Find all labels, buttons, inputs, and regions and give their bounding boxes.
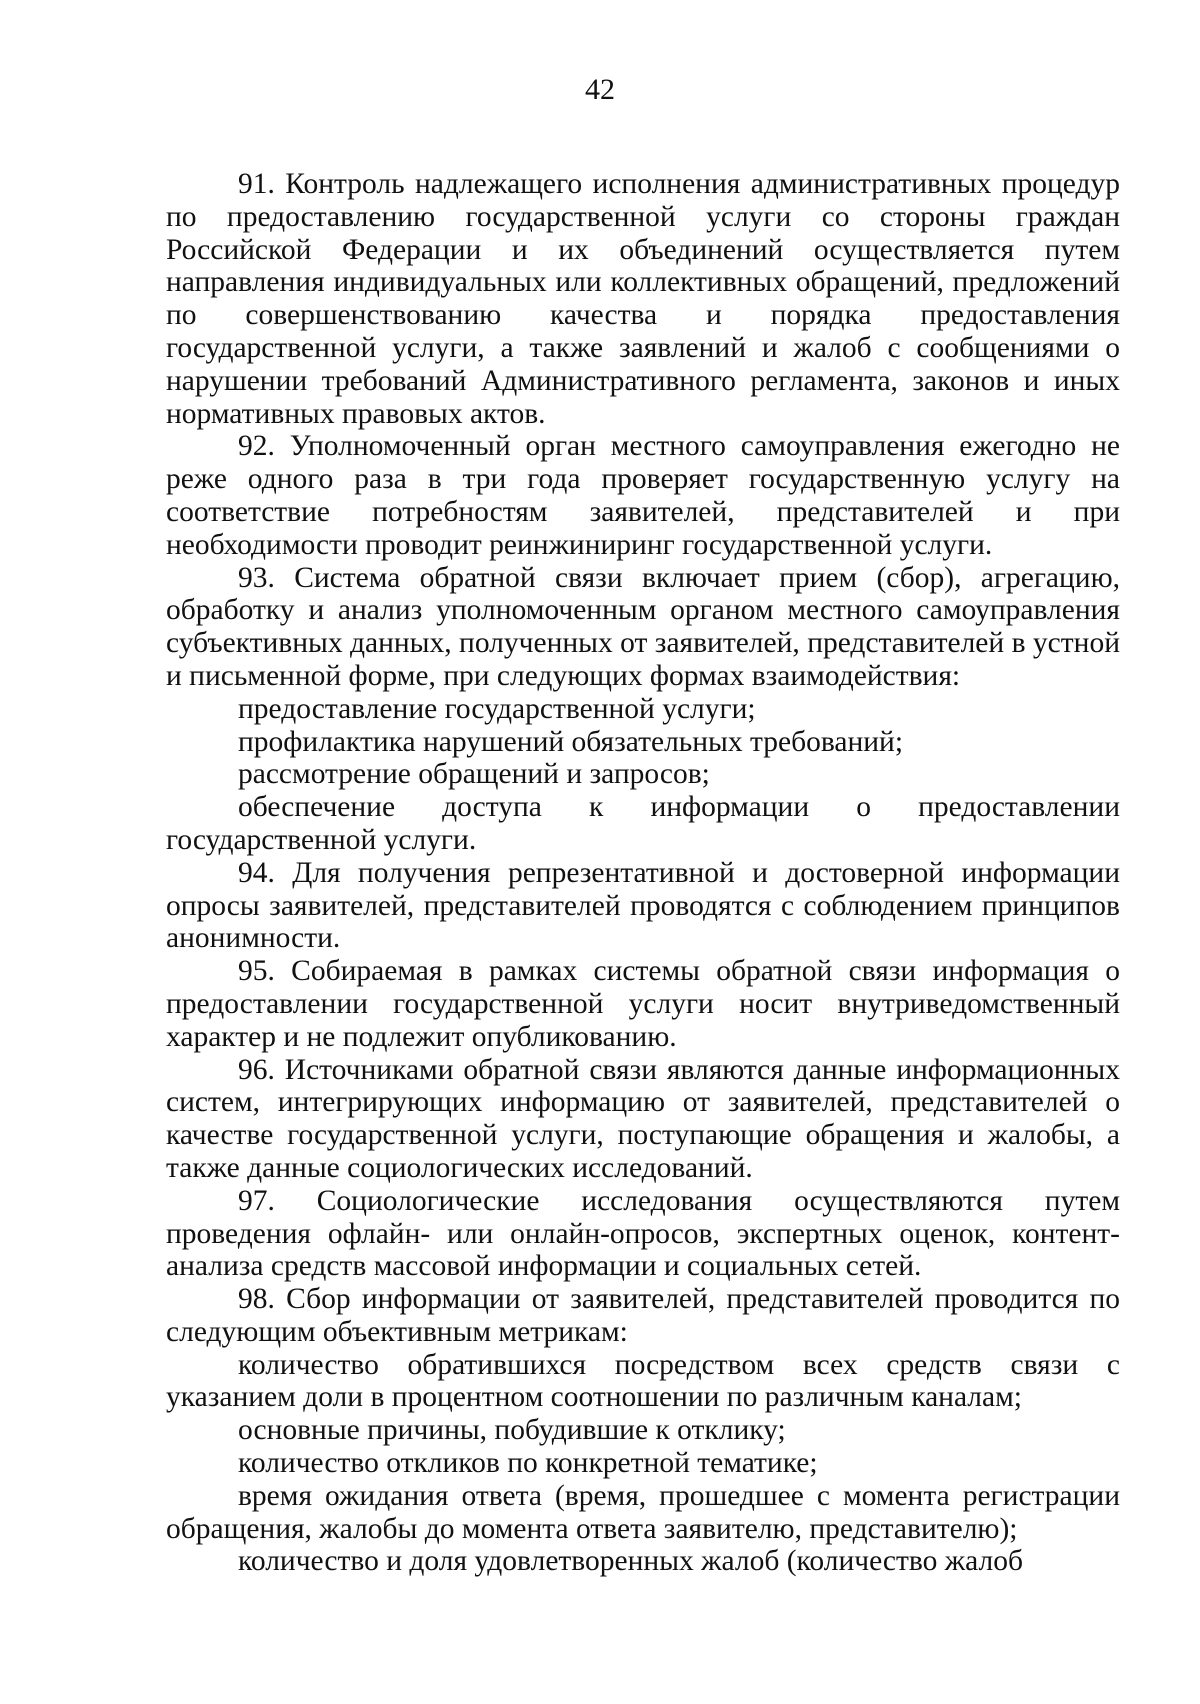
list-item: количество откликов по конкретной тематике; <box>238 1447 818 1480</box>
document-body <box>166 168 1120 1578</box>
list-item: обеспечение доступа к информации о предоставлении государственной услуги. <box>166 791 1120 856</box>
list-item: предоставление государственной услуги; <box>238 692 756 725</box>
list-item: рассмотрение обращений и запросов; <box>238 758 710 791</box>
paragraph-94: 94. Для получения репрезентативной и достоверной информации опросы заявителей, представителей проводятся с соблюдением принципов анонимности. <box>166 856 1120 955</box>
paragraph-91: 91. Контроль надлежащего исполнения административных процедур по предоставлению государственной услуги со стороны граждан Российской Федерации и их объединений осуществляется путем направления индивидуальных или коллективных обращений, предложений по совершенствованию качества и порядка предоставления государственной услуги, а также заявлений и жалоб с сообщениями о нарушении требований Административного регламента, законов и иных нормативных правовых актов. <box>166 168 1120 430</box>
page-number: 42 <box>585 73 615 106</box>
list-item: время ожидания ответа (время, прошедшее с момента регистрации обращения, жалобы до момента ответа заявителю, представителю); <box>166 1479 1120 1545</box>
list-item: количество и доля удовлетворенных жалоб (количество жалоб <box>238 1545 1023 1578</box>
list-item: основные причины, побудившие к отклику; <box>238 1414 786 1447</box>
paragraph-93: 93. Система обратной связи включает прием (сбор), агрегацию, обработку и анализ уполномоченным органом местного самоуправления субъективных данных, полученных от заявителей, представителей в устной и письменной форме, при следующих формах взаимодействия: <box>166 561 1120 692</box>
paragraph-98: 98. Сбор информации от заявителей, представителей проводится по следующим объективным метрикам: <box>166 1283 1120 1348</box>
paragraph-96: 96. Источниками обратной связи являются данные информационных систем, интегрирующих информацию от заявителей, представителей о качестве государственной услуги, поступающие обращения и жалобы, а также данные социологических исследований. <box>166 1053 1120 1184</box>
paragraph-92: 92. Уполномоченный орган местного самоуправления ежегодно не реже одного раза в три года проверяет государственную услугу на соответствие потребностям заявителей, представителей и при необходимости проводит реинжиниринг государственной услуги. <box>166 430 1120 561</box>
paragraph-95: 95. Собираемая в рамках системы обратной связи информация о предоставлении государственной услуги носит внутриведомственный характер и не подлежит опубликованию. <box>166 955 1120 1053</box>
paragraph-97: 97. Социологические исследования осуществляются путем проведения офлайн- или онлайн-опросов, экспертных оценок, контент-анализа средств массовой информации и социальных сетей. <box>166 1184 1120 1283</box>
list-item: количество обратившихся посредством всех средств связи с указанием доли в процентном соотношении по различным каналам; <box>166 1348 1120 1414</box>
list-item: профилактика нарушений обязательных требований; <box>238 725 904 758</box>
